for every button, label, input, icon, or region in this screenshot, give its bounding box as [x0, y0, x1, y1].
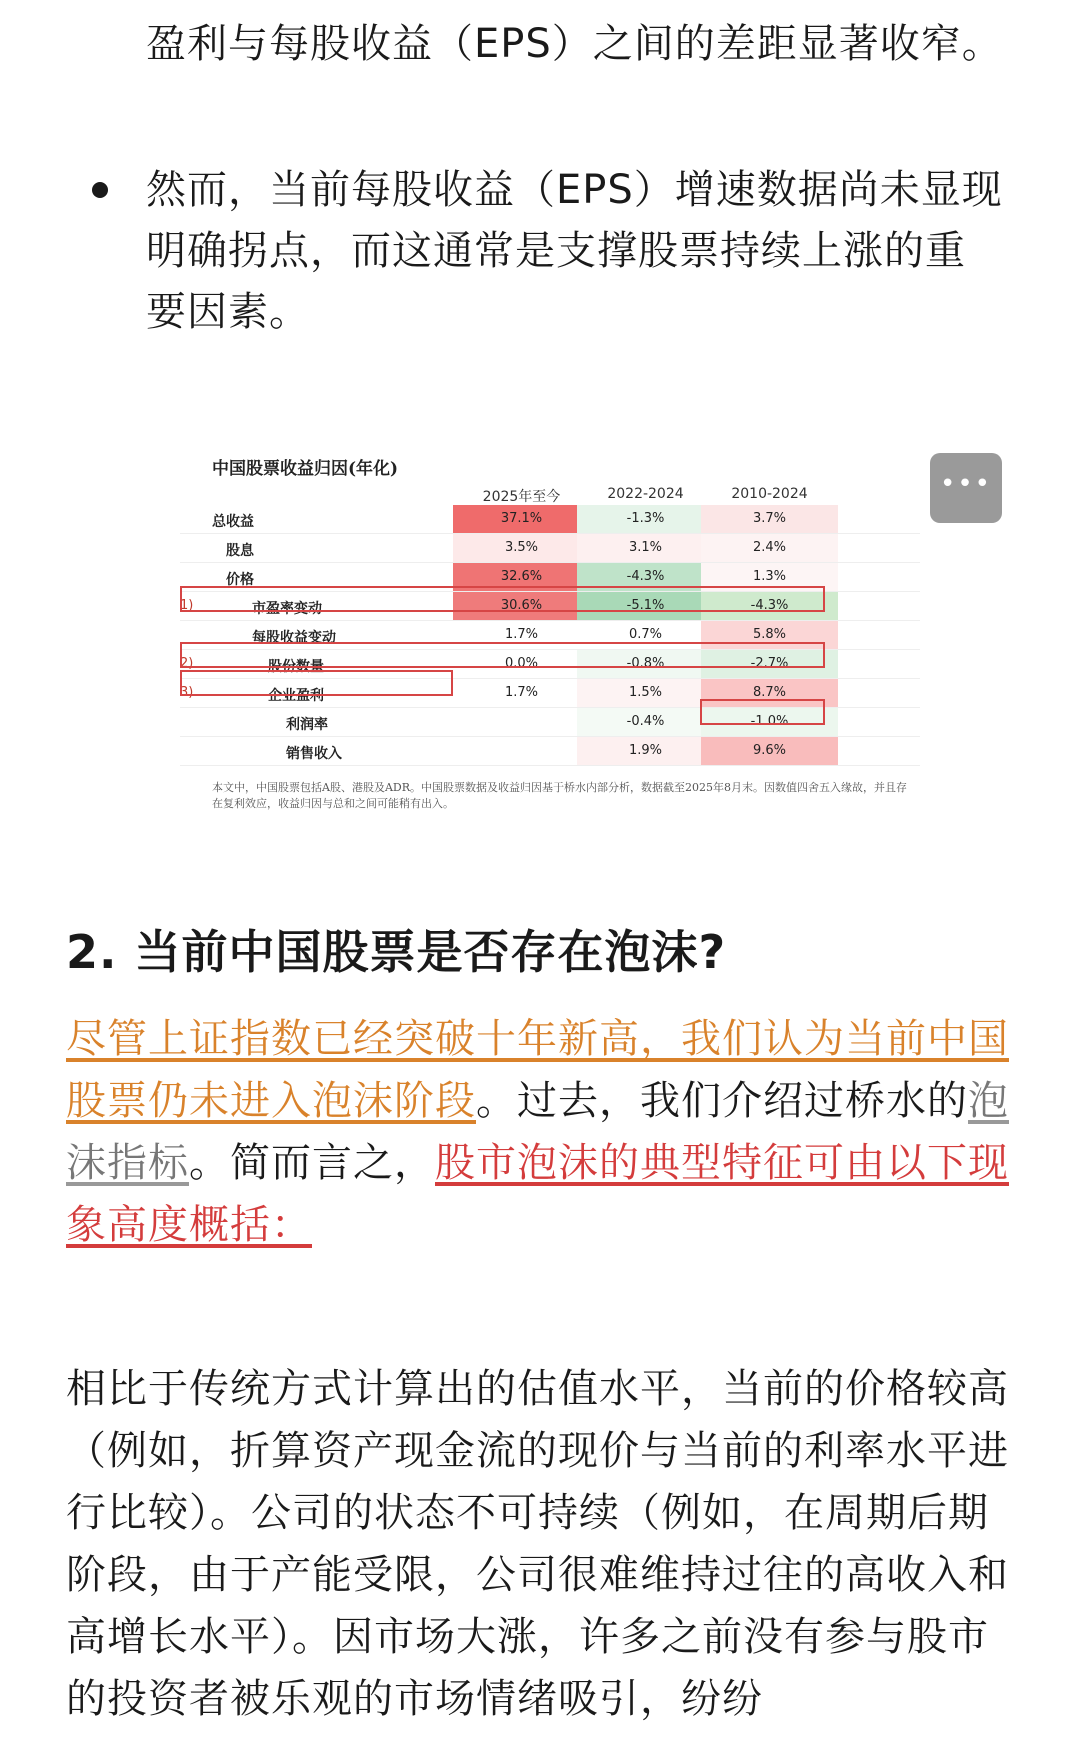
row-label: 销售收入 [286, 746, 342, 762]
table-cell [453, 708, 590, 736]
paragraph-bubble-intro [66, 1008, 1016, 1256]
figure-rows [180, 505, 920, 766]
table-cell: -0.4% [577, 708, 714, 736]
highlight-red-text: 股市泡沫的典型特征可由以下现象高度概括： [66, 1140, 1009, 1248]
table-cell: -1.3% [577, 505, 714, 533]
table-row [180, 534, 920, 563]
table-cell: 32.6% [453, 563, 590, 591]
row-label: 市盈率变动 [252, 601, 322, 617]
table-cell: 1.5% [577, 679, 714, 707]
highlight-box-pe [180, 586, 825, 612]
row-label: 利润率 [286, 717, 328, 733]
row-label: 股息 [226, 543, 254, 559]
row-label: 价格 [226, 572, 254, 588]
row-marker: 2) [180, 656, 194, 671]
table-cell: 1.9% [577, 737, 714, 765]
table-cell: -4.3% [701, 592, 838, 620]
section-heading: 2. 当前中国股票是否存在泡沫? [66, 925, 727, 979]
highlight-box-margin [700, 699, 825, 725]
attribution-table-image[interactable] [180, 440, 920, 820]
table-cell: 9.6% [701, 737, 838, 765]
row-marker: 3) [180, 685, 194, 700]
column-header: 2022-2024 [607, 486, 684, 502]
paragraph-continuation: 盈利与每股收益（EPS）之间的差距显著收窄。 [146, 21, 1003, 67]
more-options-button[interactable]: ••• [930, 453, 1002, 523]
table-cell: 37.1% [453, 505, 590, 533]
column-header: 2025年至今 [482, 489, 561, 505]
table-cell: 1.7% [453, 679, 590, 707]
row-marker: 1) [180, 598, 194, 613]
table-cell: 0.7% [577, 621, 714, 649]
table-cell: -5.1% [577, 592, 714, 620]
table-cell: 3.1% [577, 534, 714, 562]
table-cell: 3.5% [453, 534, 590, 562]
paragraph-bubble-features: 相比于传统方式计算出的估值水平，当前的价格较高（例如，折算资产现金流的现价与当前的利率水平进行比较）。公司的状态不可持续（例如，在周期后期阶段，由于产能受限，公司很难维持过往的高收入和高增长水平）。因市场大涨，许多之前没有参与股市的投资者被乐观的市场情绪吸引，纷纷 [66, 1366, 1009, 1722]
table-cell: -1.0% [701, 708, 838, 736]
bullet-dot-icon [92, 182, 108, 198]
table-cell: 3.7% [701, 505, 838, 533]
row-label: 企业盈利 [268, 688, 324, 704]
table-cell: 8.7% [701, 679, 838, 707]
bullet-text: 然而，当前每股收益（EPS）增速数据尚未显现明确拐点，而这通常是支撑股票持续上涨的重要因素。 [146, 167, 1003, 335]
table-cell: -2.7% [701, 650, 838, 678]
figure-title: 中国股票收益归因(年化) [212, 459, 399, 479]
table-cell: 5.8% [701, 621, 838, 649]
table-cell: -4.3% [577, 563, 714, 591]
row-label: 总收益 [212, 514, 254, 530]
table-row [180, 737, 920, 766]
row-label: 股份数量 [268, 659, 324, 675]
highlight-box-earnings [180, 670, 453, 696]
paragraph-text: 。简而言之， [189, 1140, 435, 1186]
paragraph-text: 。过去，我们介绍过桥水的 [476, 1078, 968, 1124]
highlight-orange-text: 尽管上证指数已经突破十年新高，我们认为当前中国股票仍未进入泡沫阶段 [66, 1016, 1009, 1124]
table-cell: 0.0% [453, 650, 590, 678]
table-cell [453, 737, 590, 765]
highlight-box-shares [180, 642, 825, 668]
table-cell: 1.3% [701, 563, 838, 591]
figure-footnote: 本文中，中国股票包括A股、港股及ADR。中国股票数据及收益归因基于桥水内部分析，数据截至2025年8月末。因数值四舍五入缘故，并且存在复利效应，收益归因与总和之间可能稍有出入。 [212, 781, 907, 810]
table-cell: 1.7% [453, 621, 590, 649]
column-header: 2010-2024 [731, 486, 808, 502]
table-cell: 30.6% [453, 592, 590, 620]
row-label: 每股收益变动 [252, 630, 336, 646]
bubble-indicator-link[interactable]: 泡沫指标 [66, 1078, 1009, 1186]
table-cell: 2.4% [701, 534, 838, 562]
table-row [180, 505, 920, 534]
table-cell: -0.8% [577, 650, 714, 678]
